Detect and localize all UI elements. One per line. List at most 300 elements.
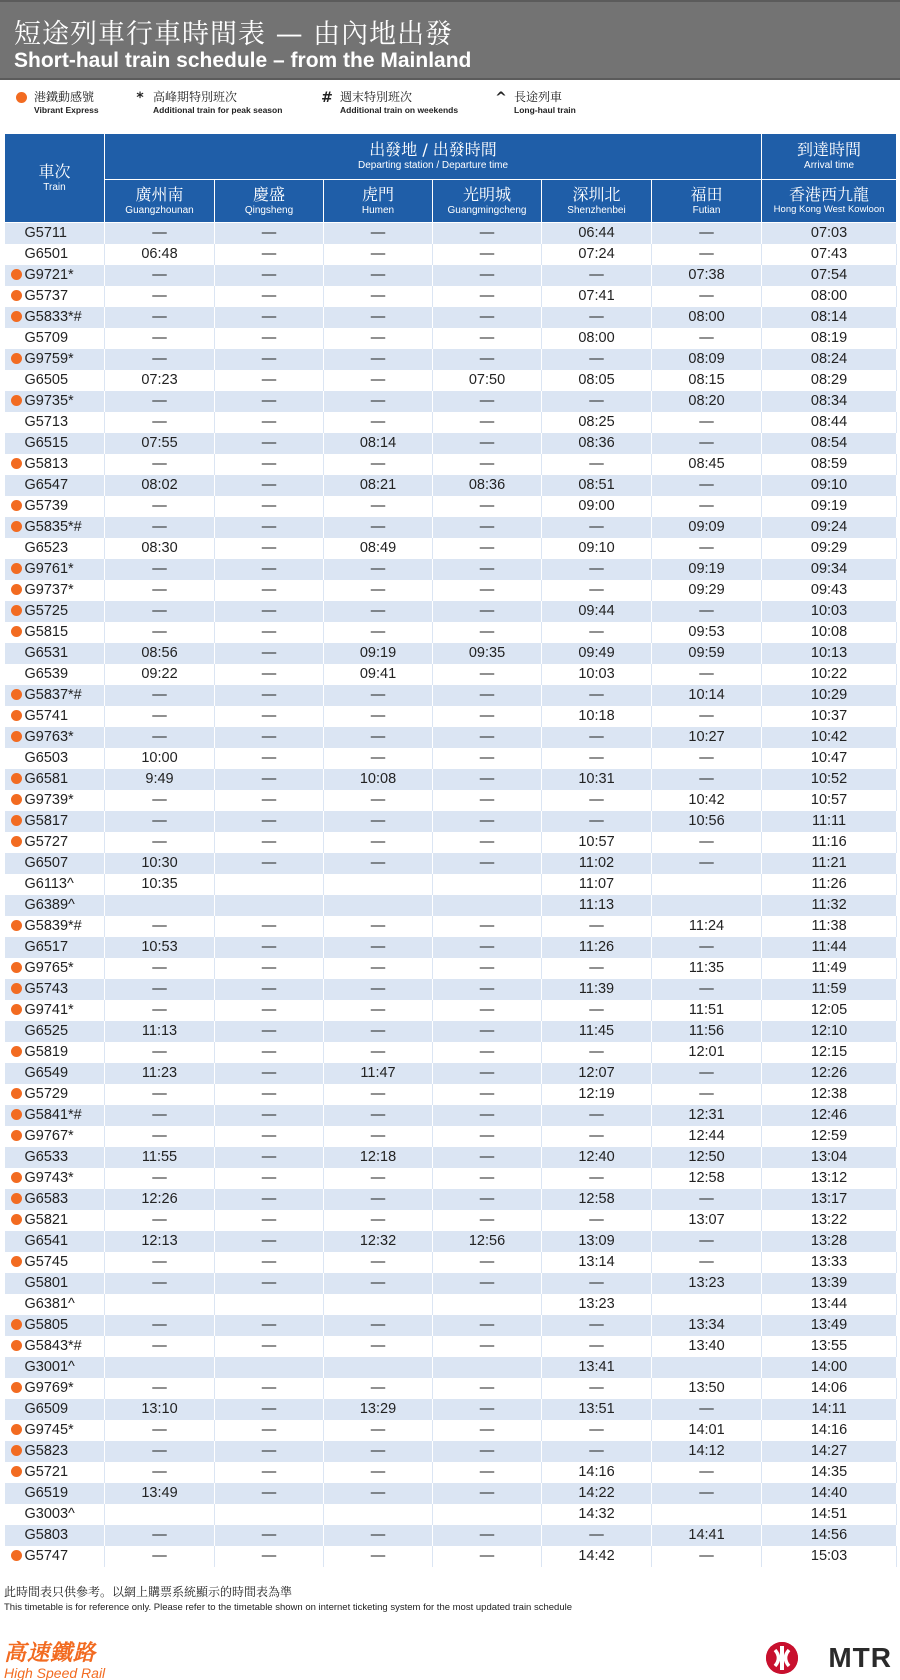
departure-time-cell: 12:01 <box>652 1042 762 1063</box>
departure-time-cell: 13:34 <box>652 1315 762 1336</box>
train-number-cell <box>5 916 105 937</box>
departure-time-cell: 08:02 <box>105 475 215 496</box>
departure-time-cell <box>105 1294 215 1315</box>
departure-time-cell: — <box>433 580 542 601</box>
table-row <box>5 454 897 475</box>
train-column-header: 車次 Train <box>5 134 105 223</box>
departure-time-cell: — <box>215 1042 324 1063</box>
departure-time-cell: — <box>542 685 652 706</box>
table-row <box>5 538 897 559</box>
arrival-time-cell: 12:10 <box>762 1021 897 1042</box>
departure-time-cell: — <box>324 559 433 580</box>
train-number: G9761* <box>24 561 74 577</box>
departure-time-cell: — <box>433 1105 542 1126</box>
train-number: G5727 <box>24 834 69 850</box>
departure-time-cell: — <box>105 1252 215 1273</box>
departure-time-cell: — <box>105 517 215 538</box>
table-row <box>5 916 897 937</box>
departure-time-cell: — <box>433 706 542 727</box>
departure-time-cell: — <box>105 685 215 706</box>
departure-time-cell: — <box>324 1210 433 1231</box>
departure-time-cell: — <box>324 916 433 937</box>
table-row <box>5 1441 897 1462</box>
legend-label-zh: 高峰期特別班次 <box>153 90 238 104</box>
departure-time-cell: — <box>105 328 215 349</box>
train-number: G5745 <box>24 1254 69 1270</box>
vibrant-dot-icon <box>11 1193 22 1204</box>
brand-en: High Speed Rail <box>4 1665 106 1680</box>
departure-time-cell: 13:29 <box>324 1399 433 1420</box>
departure-time-cell: — <box>433 727 542 748</box>
departure-time-cell: — <box>105 412 215 433</box>
train-number-cell <box>5 496 105 517</box>
departure-time-cell: — <box>105 1000 215 1021</box>
arrival-time-cell: 11:49 <box>762 958 897 979</box>
train-number-cell <box>5 559 105 580</box>
departure-time-cell: 08:09 <box>652 349 762 370</box>
departure-time-cell: — <box>105 496 215 517</box>
arrival-time-cell: 09:19 <box>762 496 897 517</box>
train-number: G5805 <box>24 1317 69 1333</box>
departure-time-cell: — <box>324 1525 433 1546</box>
train-number-cell <box>5 1357 105 1378</box>
train-number: G9739* <box>24 792 74 808</box>
departure-time-cell: — <box>215 622 324 643</box>
arrival-time-cell: 14:56 <box>762 1525 897 1546</box>
train-number: G3003^ <box>24 1506 75 1522</box>
departure-time-cell: — <box>652 769 762 790</box>
departure-time-cell: 12:31 <box>652 1105 762 1126</box>
departure-time-cell: — <box>324 1168 433 1189</box>
hash-icon: # <box>321 90 333 106</box>
departure-time-cell: — <box>324 1315 433 1336</box>
train-number-cell <box>5 1483 105 1504</box>
vibrant-dot-icon <box>11 731 22 742</box>
departure-time-cell: — <box>215 328 324 349</box>
departure-time-cell: — <box>215 1525 324 1546</box>
train-number: G6583 <box>24 1191 69 1207</box>
departure-time-cell: — <box>324 1000 433 1021</box>
departure-time-cell: — <box>105 1441 215 1462</box>
train-number-cell <box>5 244 105 265</box>
table-row <box>5 559 897 580</box>
arrival-time-cell: 14:35 <box>762 1462 897 1483</box>
departure-time-cell <box>324 895 433 916</box>
departure-time-cell: — <box>433 286 542 307</box>
train-number-cell <box>5 958 105 979</box>
departure-time-cell: — <box>215 643 324 664</box>
departure-time-cell <box>215 1504 324 1525</box>
departure-time-cell: — <box>542 580 652 601</box>
departure-time-cell: 12:44 <box>652 1126 762 1147</box>
departure-time-cell: — <box>433 1336 542 1357</box>
departure-time-cell: 10:35 <box>105 874 215 895</box>
departure-time-cell: 07:24 <box>542 244 652 265</box>
departure-time-cell <box>215 874 324 895</box>
arrival-time-cell: 13:44 <box>762 1294 897 1315</box>
table-row <box>5 1504 897 1525</box>
departure-time-cell: — <box>433 937 542 958</box>
departure-time-cell: — <box>433 958 542 979</box>
table-row <box>5 517 897 538</box>
departure-time-cell: 06:48 <box>105 244 215 265</box>
departure-time-cell: 11:07 <box>542 874 652 895</box>
train-number: G5821 <box>24 1212 69 1228</box>
table-row <box>5 1231 897 1252</box>
departure-time-cell: 11:26 <box>542 937 652 958</box>
train-number-cell <box>5 349 105 370</box>
train-number: G6509 <box>24 1401 69 1417</box>
arrival-time-cell: 11:16 <box>762 832 897 853</box>
caret-icon: ^ <box>495 90 507 106</box>
departure-time-cell: — <box>652 1546 762 1567</box>
departure-time-cell: — <box>652 475 762 496</box>
departure-time-cell: — <box>105 559 215 580</box>
vibrant-dot-icon <box>11 395 22 406</box>
high-speed-rail-logo <box>4 1636 105 1680</box>
departure-time-cell: — <box>324 349 433 370</box>
table-row <box>5 1273 897 1294</box>
table-row <box>5 706 897 727</box>
train-number-cell <box>5 1021 105 1042</box>
departure-time-cell <box>215 895 324 916</box>
table-row <box>5 1126 897 1147</box>
departure-time-cell: 11:51 <box>652 1000 762 1021</box>
departure-time-cell: — <box>105 811 215 832</box>
vibrant-dot-icon <box>11 269 22 280</box>
departure-time-cell: — <box>542 1315 652 1336</box>
departure-time-cell: 08:20 <box>652 391 762 412</box>
departure-time-cell <box>215 1294 324 1315</box>
train-number: G9745* <box>24 1422 74 1438</box>
table-row <box>5 475 897 496</box>
arrival-time-cell: 11:38 <box>762 916 897 937</box>
departure-time-cell: — <box>433 979 542 1000</box>
arrival-time-cell: 13:17 <box>762 1189 897 1210</box>
departure-time-cell: — <box>215 937 324 958</box>
departure-time-cell: — <box>433 1273 542 1294</box>
departure-time-cell: — <box>324 580 433 601</box>
table-row <box>5 1084 897 1105</box>
train-number-cell <box>5 1147 105 1168</box>
departure-time-cell: — <box>542 1105 652 1126</box>
departure-time-cell: — <box>433 1210 542 1231</box>
table-row <box>5 1147 897 1168</box>
departure-time-cell: — <box>105 1315 215 1336</box>
departure-time-cell: 09:35 <box>433 643 542 664</box>
arrival-time-cell: 08:59 <box>762 454 897 475</box>
departure-time-cell: — <box>652 748 762 769</box>
departure-time-cell: — <box>324 1462 433 1483</box>
train-number: G5739 <box>24 498 69 514</box>
departure-time-cell: — <box>105 979 215 1000</box>
departure-time-cell: 13:23 <box>542 1294 652 1315</box>
departure-time-cell: 11:35 <box>652 958 762 979</box>
train-number-cell <box>5 769 105 790</box>
departure-time-cell: 09:59 <box>652 643 762 664</box>
departure-time-cell: — <box>105 1126 215 1147</box>
departure-time-cell: — <box>215 811 324 832</box>
departure-time-cell: — <box>215 412 324 433</box>
departure-time-cell: — <box>433 1420 542 1441</box>
departure-time-cell: — <box>215 1084 324 1105</box>
departure-time-cell: 12:13 <box>105 1231 215 1252</box>
departure-time-cell: — <box>542 958 652 979</box>
departure-time-cell: — <box>433 685 542 706</box>
departure-time-cell: — <box>324 790 433 811</box>
vibrant-dot-icon <box>11 1466 22 1477</box>
arrival-time-cell: 11:26 <box>762 874 897 895</box>
vibrant-dot-icon <box>11 773 22 784</box>
departure-time-cell: — <box>652 538 762 559</box>
arrival-time-cell: 13:28 <box>762 1231 897 1252</box>
departure-time-cell: — <box>324 1441 433 1462</box>
departure-time-cell: — <box>215 664 324 685</box>
arrival-time-cell: 13:04 <box>762 1147 897 1168</box>
vibrant-dot-icon <box>11 353 22 364</box>
vibrant-dot-icon <box>11 836 22 847</box>
table-row <box>5 643 897 664</box>
train-number: G6541 <box>24 1233 69 1249</box>
train-number-cell <box>5 1252 105 1273</box>
departure-time-cell: — <box>652 664 762 685</box>
station-header-futian: 福田 Futian <box>652 180 762 223</box>
departure-time-cell: — <box>433 1378 542 1399</box>
departure-time-cell: — <box>542 622 652 643</box>
departure-time-cell <box>324 874 433 895</box>
departure-time-cell: 10:03 <box>542 664 652 685</box>
departure-time-cell: — <box>324 1378 433 1399</box>
departure-time-cell: 07:41 <box>542 286 652 307</box>
departure-time-cell: 09:09 <box>652 517 762 538</box>
departure-time-cell: — <box>324 622 433 643</box>
train-number: G9741* <box>24 1002 74 1018</box>
train-number: G9737* <box>24 582 74 598</box>
train-number-cell <box>5 601 105 622</box>
departure-time-cell: 08:15 <box>652 370 762 391</box>
departure-time-cell: — <box>324 496 433 517</box>
departure-time-cell: — <box>105 1525 215 1546</box>
departure-time-cell: 10:42 <box>652 790 762 811</box>
departure-time-cell: — <box>652 937 762 958</box>
departure-time-cell: — <box>324 1021 433 1042</box>
train-number-cell <box>5 538 105 559</box>
table-row <box>5 1294 897 1315</box>
arrival-time-cell: 12:15 <box>762 1042 897 1063</box>
departure-time-cell: 14:22 <box>542 1483 652 1504</box>
departure-time-cell: — <box>215 727 324 748</box>
departure-time-cell: — <box>215 1399 324 1420</box>
departure-time-cell: — <box>542 391 652 412</box>
departure-time-cell: — <box>215 1168 324 1189</box>
departure-time-cell: — <box>324 244 433 265</box>
departure-time-cell: 14:42 <box>542 1546 652 1567</box>
departure-time-cell: — <box>215 790 324 811</box>
departure-time-cell: 08:25 <box>542 412 652 433</box>
departure-time-cell: — <box>652 706 762 727</box>
vibrant-dot-icon <box>11 815 22 826</box>
table-row <box>5 1063 897 1084</box>
departure-time-cell: 08:45 <box>652 454 762 475</box>
departure-time-cell <box>105 1504 215 1525</box>
departure-time-cell: 12:32 <box>324 1231 433 1252</box>
table-row <box>5 370 897 391</box>
arrival-time-cell: 09:10 <box>762 475 897 496</box>
train-number: G3001^ <box>24 1359 75 1375</box>
departure-time-cell: — <box>105 391 215 412</box>
vibrant-dot-icon <box>11 1130 22 1141</box>
train-number-cell <box>5 853 105 874</box>
vibrant-dot-icon <box>11 1424 22 1435</box>
departure-time-cell: — <box>105 1420 215 1441</box>
departure-time-cell: 13:07 <box>652 1210 762 1231</box>
vibrant-dot-icon <box>11 794 22 805</box>
departure-time-cell: — <box>105 454 215 475</box>
departure-time-cell: — <box>433 1546 542 1567</box>
departure-time-cell: 13:10 <box>105 1399 215 1420</box>
disclaimer-en: This timetable is for reference only. Please refer to the timetable shown on internet ticketing system for the most updated train schedule <box>4 1602 573 1613</box>
table-row <box>5 307 897 328</box>
departure-time-cell: — <box>652 1252 762 1273</box>
train-number: G6501 <box>24 246 69 262</box>
departure-time-cell: 08:36 <box>433 475 542 496</box>
departure-time-cell: — <box>433 412 542 433</box>
train-number: G9767* <box>24 1128 74 1144</box>
departure-time-cell: — <box>324 307 433 328</box>
train-number-cell <box>5 433 105 454</box>
departure-time-cell <box>105 1357 215 1378</box>
departure-time-cell: 13:50 <box>652 1378 762 1399</box>
departure-time-cell: 13:41 <box>542 1357 652 1378</box>
table-row <box>5 1525 897 1546</box>
arrival-time-cell: 08:19 <box>762 328 897 349</box>
vibrant-dot-icon <box>11 626 22 637</box>
table-row <box>5 895 897 916</box>
arrival-time-cell: 10:03 <box>762 601 897 622</box>
departure-time-cell: — <box>215 391 324 412</box>
arrival-time-cell: 10:52 <box>762 769 897 790</box>
departure-time-cell: — <box>652 1231 762 1252</box>
train-number: G5837*# <box>24 687 82 703</box>
title-bar <box>0 0 900 80</box>
vibrant-dot-icon <box>11 1256 22 1267</box>
departure-time-cell: 13:51 <box>542 1399 652 1420</box>
departure-time-cell: — <box>542 1126 652 1147</box>
arrival-time-cell: 12:38 <box>762 1084 897 1105</box>
train-number: G6519 <box>24 1485 69 1501</box>
arrival-time-cell: 10:13 <box>762 643 897 664</box>
departure-time-cell <box>652 1294 762 1315</box>
brand-zh: 高速鐵路 <box>4 1641 97 1666</box>
departure-time-cell: — <box>105 1210 215 1231</box>
departure-time-cell: — <box>215 370 324 391</box>
departure-time-cell: — <box>215 286 324 307</box>
departure-time-cell: — <box>215 223 324 244</box>
departure-time-cell: — <box>542 1336 652 1357</box>
departure-time-cell: — <box>215 1252 324 1273</box>
departure-time-cell: 12:18 <box>324 1147 433 1168</box>
departure-time-cell: — <box>324 727 433 748</box>
train-number: G5817 <box>24 813 69 829</box>
departure-time-cell: 07:38 <box>652 265 762 286</box>
arrival-time-cell: 13:22 <box>762 1210 897 1231</box>
departure-time-cell: — <box>324 853 433 874</box>
vibrant-dot-icon <box>11 1046 22 1057</box>
legend-label-en: Vibrant Express <box>34 105 99 115</box>
vibrant-dot-icon <box>11 1214 22 1225</box>
departure-time-cell: — <box>433 307 542 328</box>
train-number: G5737 <box>24 288 69 304</box>
departure-time-cell: — <box>105 1336 215 1357</box>
vibrant-dot-icon <box>11 1109 22 1120</box>
departure-time-cell: — <box>215 748 324 769</box>
departure-time-cell: — <box>433 1189 542 1210</box>
departure-time-cell: 14:32 <box>542 1504 652 1525</box>
arrival-time-cell: 10:47 <box>762 748 897 769</box>
departure-time-cell: — <box>215 1210 324 1231</box>
table-row <box>5 937 897 958</box>
departure-time-cell: — <box>433 265 542 286</box>
table-row <box>5 790 897 811</box>
departure-time-cell: — <box>433 622 542 643</box>
departure-time-cell <box>215 1357 324 1378</box>
departure-time-cell: — <box>215 538 324 559</box>
train-number: G6547 <box>24 477 69 493</box>
train-number: G5833*# <box>24 309 82 325</box>
train-number-cell <box>5 1525 105 1546</box>
departure-time-cell: — <box>215 706 324 727</box>
departure-time-cell: — <box>105 349 215 370</box>
departure-time-cell: — <box>542 1378 652 1399</box>
table-row <box>5 685 897 706</box>
table-row <box>5 1399 897 1420</box>
table-row <box>5 1378 897 1399</box>
station-header-humen: 虎門 Humen <box>324 180 433 223</box>
asterisk-icon: * <box>136 90 144 106</box>
departure-time-cell: — <box>433 1063 542 1084</box>
arrival-time-cell: 11:59 <box>762 979 897 1000</box>
vibrant-dot-icon <box>11 1172 22 1183</box>
vibrant-dot-icon <box>11 962 22 973</box>
arrival-time-cell: 11:32 <box>762 895 897 916</box>
departure-time-cell: — <box>542 916 652 937</box>
departure-time-cell: 9:49 <box>105 769 215 790</box>
departure-time-cell: 07:50 <box>433 370 542 391</box>
departure-time-cell: 10:53 <box>105 937 215 958</box>
table-row <box>5 1189 897 1210</box>
arrival-time-cell: 08:00 <box>762 286 897 307</box>
departure-time-cell: — <box>215 1189 324 1210</box>
departure-time-cell: 08:36 <box>542 433 652 454</box>
departure-time-cell <box>324 1357 433 1378</box>
legend-label-zh: 長途列車 <box>514 90 563 104</box>
schedule-table <box>4 133 897 1567</box>
departure-time-cell: — <box>433 769 542 790</box>
train-number-cell <box>5 643 105 664</box>
train-number-cell <box>5 1231 105 1252</box>
train-number: G5813 <box>24 456 69 472</box>
departure-time-cell: — <box>215 1483 324 1504</box>
departure-time-cell: 11:55 <box>105 1147 215 1168</box>
departure-time-cell: — <box>105 601 215 622</box>
departure-time-cell: 10:00 <box>105 748 215 769</box>
departure-time-cell: — <box>652 832 762 853</box>
train-number: G6505 <box>24 372 69 388</box>
train-number-cell <box>5 1336 105 1357</box>
arrival-time-cell: 10:57 <box>762 790 897 811</box>
train-number-cell <box>5 391 105 412</box>
departure-time-cell: 13:09 <box>542 1231 652 1252</box>
